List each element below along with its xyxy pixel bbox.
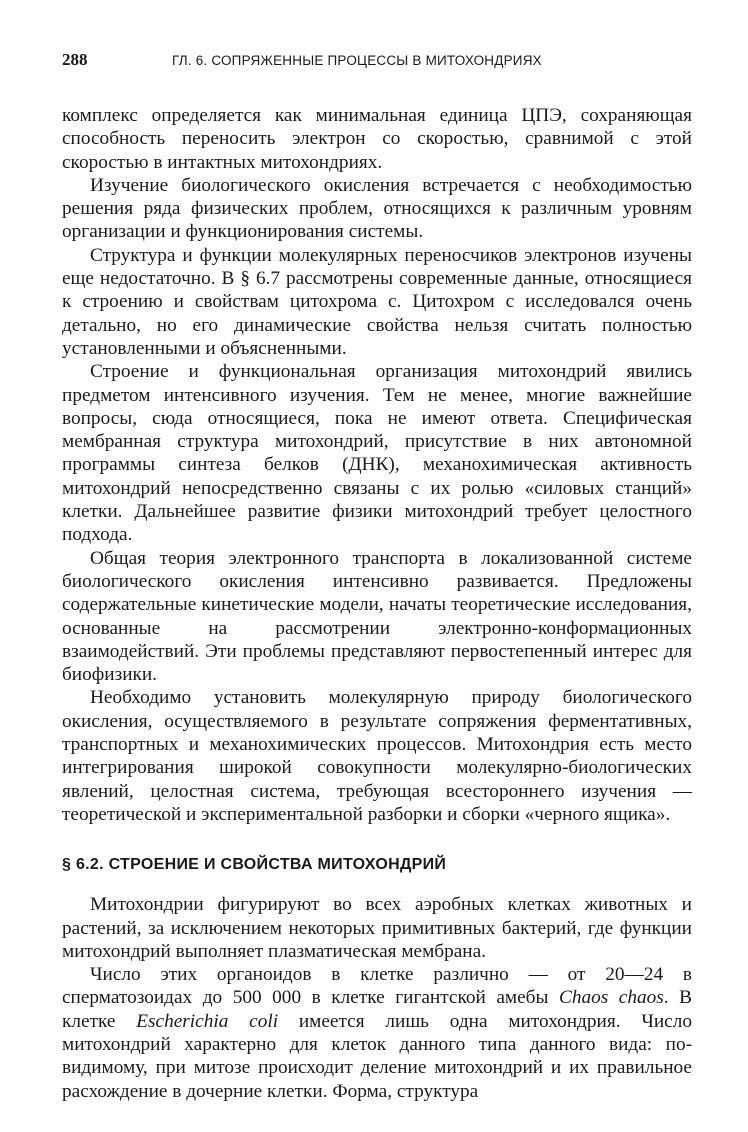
document-page: [62, 50, 692, 1103]
page-header: [62, 50, 692, 74]
paragraph: Строение и функциональная организация митохондрий явились предметом интенсивного изучения. Тем не менее, многие важнейшие вопросы, сюда относящиеся, пока не имеют ответа. Специфическая мембранная структура митохондрий, присутствие в них автономной программы синтеза белков (ДНК), механохимическая активность митохондрий непосредственно связаны с их ролью «силовых станций» клетки. Дальнейшее развитие физики митохондрий требует целостного подхода.: [62, 361, 692, 546]
running-head: ГЛ. 6. СОПРЯЖЕННЫЕ ПРОЦЕССЫ В МИТОХОНДРИЯХ: [172, 53, 542, 68]
page-number: 288: [62, 50, 88, 69]
text-run: Число этих органоидов в клетке различно — от 20—24 в сперматозоидах до 500 000 в клетке гигантской амебы: [62, 964, 692, 1009]
paragraph: Изучение биологического окисления встречается с необходимостью решения ряда физических проблем, относящихся к различным уровням организации и функционирования системы.: [62, 174, 692, 243]
text-run: имеется лишь одна митохондрия. Число митохондрий характерно для клеток данного типа данного вида: по-видимому, при митозе происходит деление митохондрий и их правильное расхождение в дочерние клетки. Форма, структура: [62, 1010, 692, 1102]
paragraph-continued: комплекс определяется как минимальная единица ЦПЭ, сохраняющая способность переносить электрон со скоростью, сравнимой с этой скоростью в интактных митохондриях.: [62, 105, 692, 173]
section-paragraph: Митохондрии фигурируют во всех аэробных клетках животных и растений, за исключением некоторых примитивных бактерий, где функции митохондрий выполняет плазматическая мембрана.: [62, 894, 692, 962]
section-paragraph: [62, 963, 692, 1103]
paragraph: Необходимо установить молекулярную природу биологического окисления, осуществляемого в результате сопряжения ферментативных, транспортных и механохимических процессов. Митохондрия есть место интегрирования широкой совокупности молекулярно-биологических явлений, целостная система, требующая всестороннего изучения — теоретической и экспериментальной разборки и сборки «черного ящика».: [62, 687, 692, 825]
paragraph: Структура и функции молекулярных переносчиков электронов изучены еще недостаточно. В § 6.7 рассмотрены современные данные, относящиеся к строению и свойствам цитохрома с. Цитохром с исследовался очень детально, но его динамические свойства нельзя считать полностью установленными и объясненными.: [62, 244, 692, 359]
species-name: Chaos chaos: [558, 987, 664, 1009]
paragraph: Общая теория электронного транспорта в локализованной системе биологического окисления интенсивно развивается. Предложены содержательные кинетические модели, начаты теоретические исследования, основанные на рассмотрении электронно-конформационных взаимодействий. Эти проблемы представляют первостепенный интерес для биофизики.: [62, 547, 692, 686]
species-name: Escherichia coli: [136, 1010, 279, 1032]
section-heading: § 6.2. СТРОЕНИЕ И СВОЙСТВА МИТОХОНДРИЙ: [62, 856, 447, 874]
text-run: . В клетке: [62, 987, 692, 1032]
